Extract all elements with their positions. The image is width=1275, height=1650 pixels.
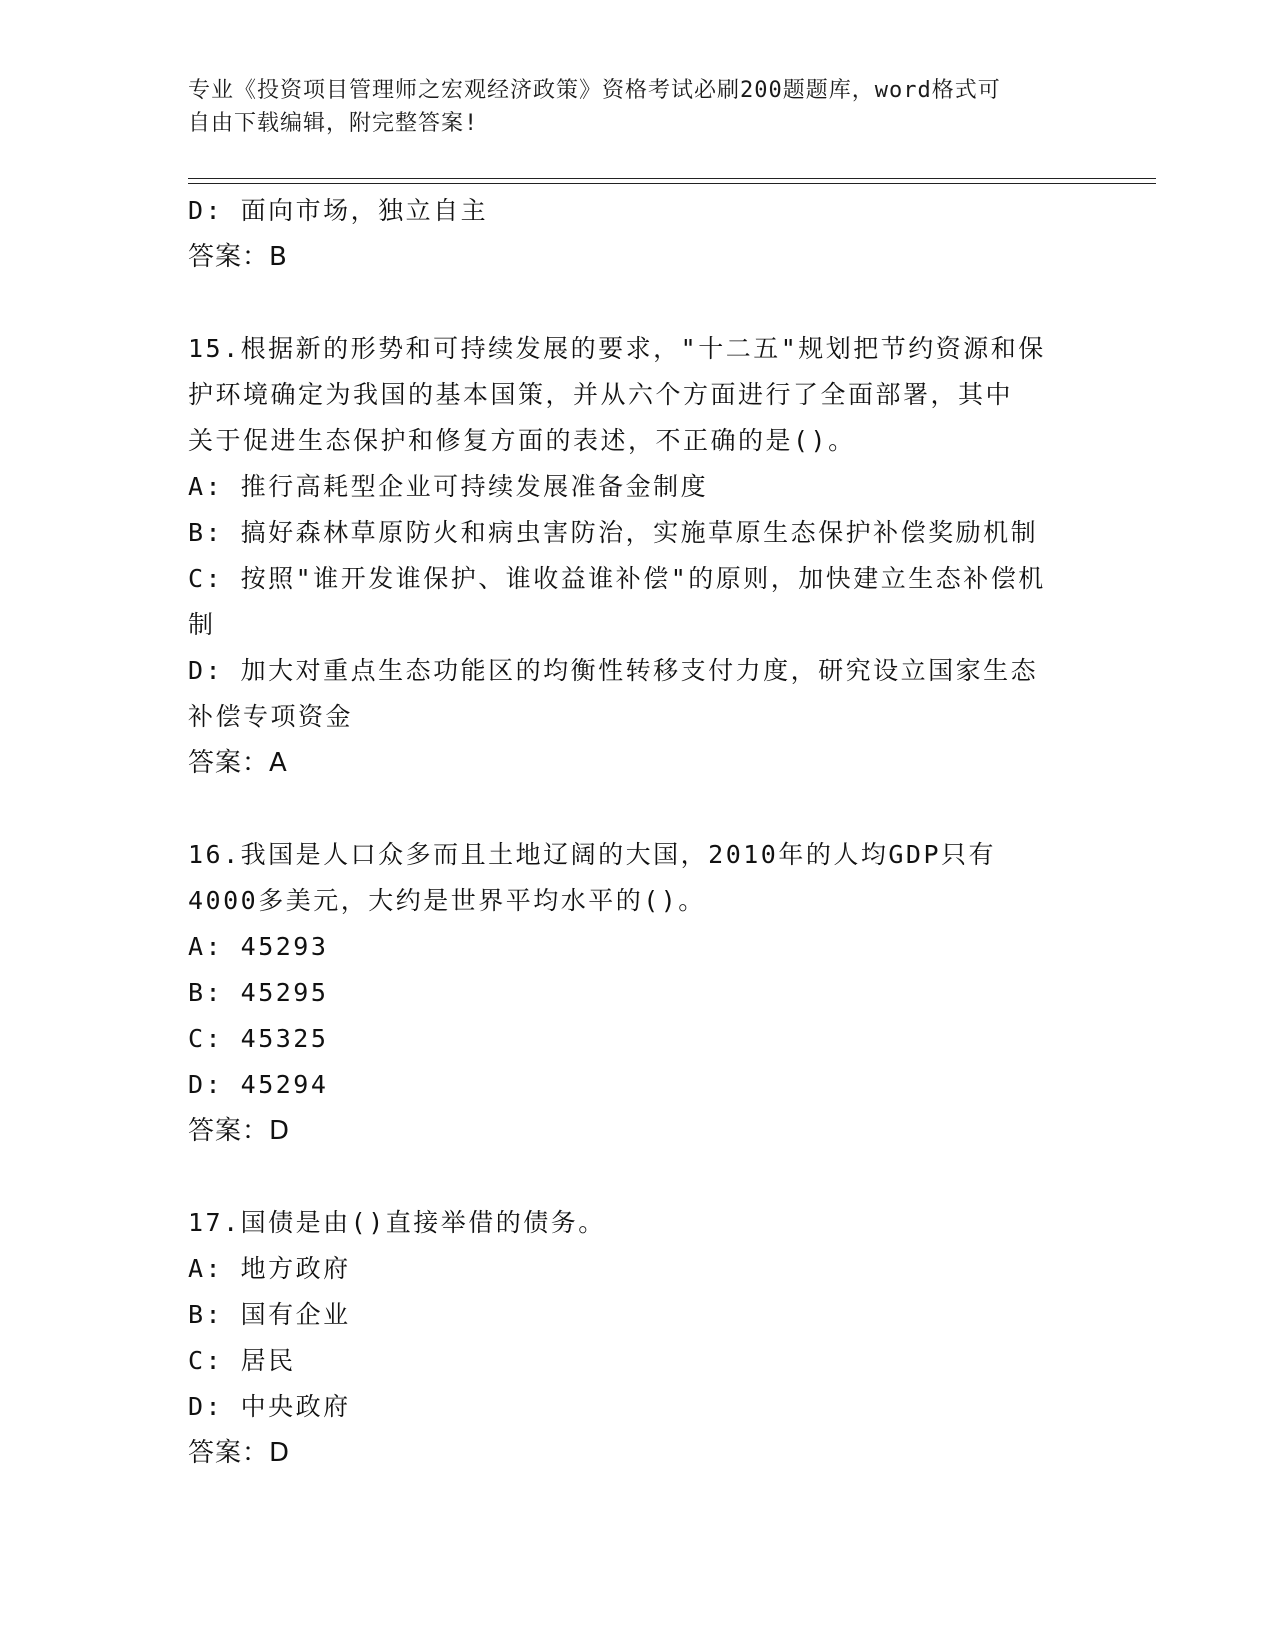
- answer: 答案：A: [188, 748, 288, 778]
- option-a: A: 45293: [188, 932, 329, 961]
- option-d: D: 加大对重点生态功能区的均衡性转移支付力度，研究设立国家生态: [188, 656, 1039, 685]
- header-divider-bottom: [188, 183, 1156, 184]
- question-text-line: 16.我国是人口众多而且土地辽阔的大国，2010年的人均GDP只有: [188, 840, 997, 869]
- option-b: B: 搞好森林草原防火和病虫害防治，实施草原生态保护补偿奖励机制: [188, 518, 1039, 547]
- option-c: C: 按照"谁开发谁保护、谁收益谁补偿"的原则，加快建立生态补偿机: [188, 564, 1046, 593]
- question-text-line: 15.根据新的形势和可持续发展的要求，"十二五"规划把节约资源和保: [188, 334, 1046, 363]
- question-text-line: 4000多美元，大约是世界平均水平的()。: [188, 886, 706, 915]
- question-text-line: 护环境确定为我国的基本国策，并从六个方面进行了全面部署，其中: [188, 380, 1014, 409]
- option-d-continued: 补偿专项资金: [188, 702, 354, 731]
- prev-answer: 答案：B: [188, 242, 288, 272]
- question-16: [188, 832, 1088, 1154]
- option-d: D: 45294: [188, 1070, 329, 1099]
- option-c-continued: 制: [188, 610, 216, 639]
- option-a: A: 推行高耗型企业可持续发展准备金制度: [188, 472, 709, 501]
- option-a: A: 地方政府: [188, 1254, 351, 1283]
- spacer: [188, 1154, 1088, 1200]
- answer: 答案：D: [188, 1116, 291, 1146]
- question-17: [188, 1200, 1088, 1476]
- option-c: C: 居民: [188, 1346, 296, 1375]
- spacer: [188, 280, 1088, 326]
- option-d: D: 中央政府: [188, 1392, 351, 1421]
- header-line-1: 专业《投资项目管理师之宏观经济政策》资格考试必刷200题题库，word格式可: [188, 78, 1001, 103]
- answer: 答案：D: [188, 1438, 291, 1468]
- question-text-line: 17.国债是由()直接举借的债务。: [188, 1208, 606, 1237]
- option-c: C: 45325: [188, 1024, 329, 1053]
- question-15: [188, 326, 1088, 786]
- page-header: [188, 74, 1068, 140]
- question-text-line: 关于促进生态保护和修复方面的表述，不正确的是()。: [188, 426, 856, 455]
- spacer: [188, 786, 1088, 832]
- header-divider-top: [188, 178, 1156, 179]
- question-content: [188, 188, 1088, 1476]
- option-b: B: 45295: [188, 978, 329, 1007]
- option-b: B: 国有企业: [188, 1300, 351, 1329]
- prev-option-d: D: 面向市场，独立自主: [188, 196, 489, 225]
- header-line-2: 自由下载编辑，附完整答案!: [188, 111, 479, 136]
